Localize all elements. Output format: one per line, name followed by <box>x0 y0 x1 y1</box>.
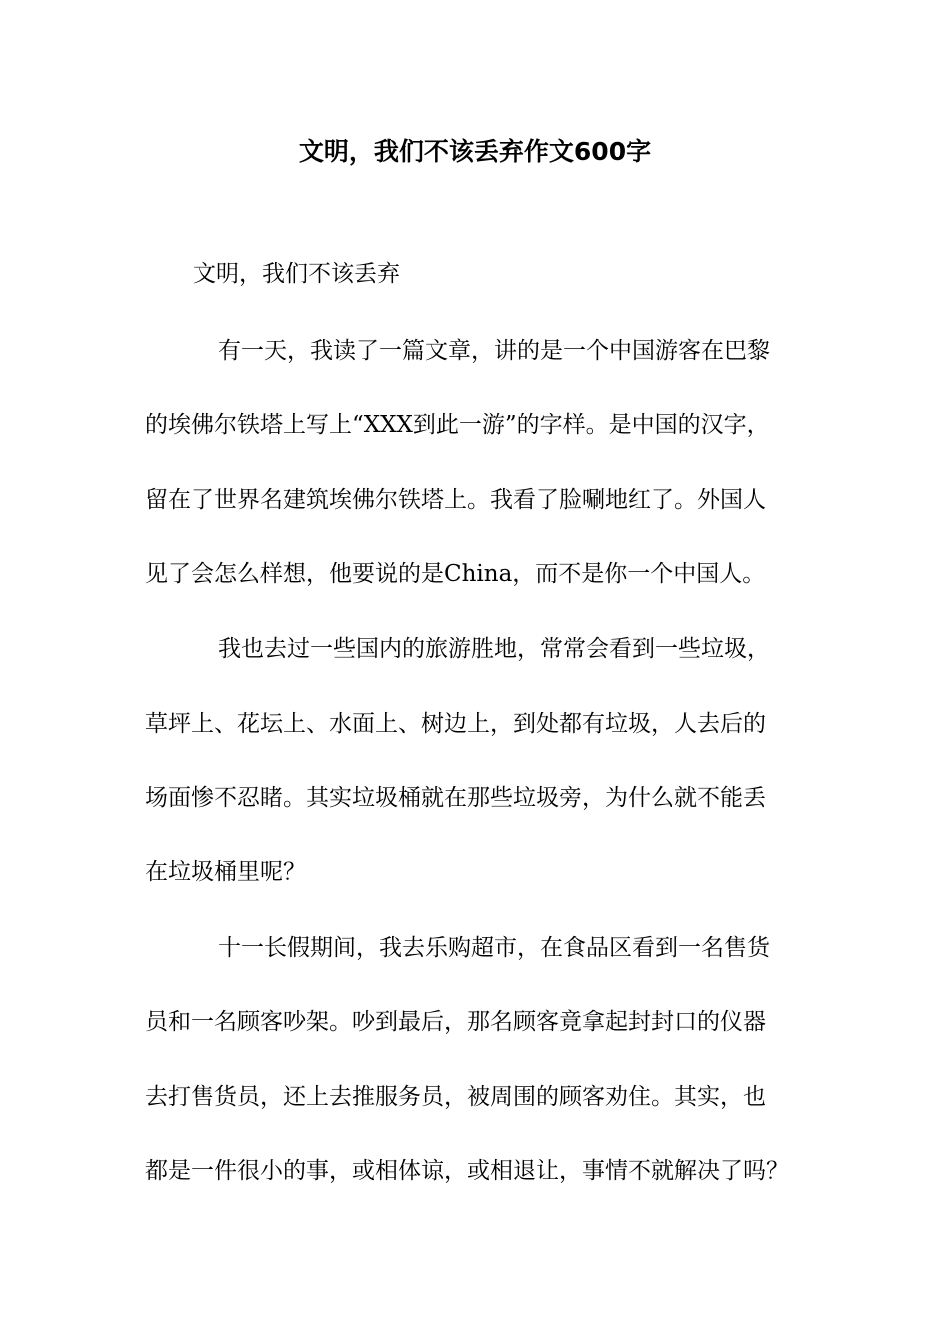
document-title: 文明，我们不该丢弃作文600字 <box>298 137 652 166</box>
paragraph-2-line-1: 我也去过一些国内的旅游胜地，常常会看到一些垃圾， <box>218 636 770 662</box>
paragraph-3-line-1: 十一长假期间，我去乐购超市，在食品区看到一名售货 <box>218 935 770 961</box>
paragraph-3-line-3: 去打售货员，还上去推服务员，被周围的顾客劝住。其实，也 <box>145 1084 766 1110</box>
paragraph-3-line-4: 都是一件很小的事，或相体谅，或相退让，事情不就解决了吗？ <box>145 1158 789 1184</box>
paragraph-1-line-3: 留在了世界名建筑埃佛尔铁塔上。我看了脸唰地红了。外国人 <box>145 487 766 513</box>
essay-subtitle: 文明，我们不该丢弃 <box>193 261 400 287</box>
paragraph-1-line-2: 的埃佛尔铁塔上写上“XXX到此一游”的字样。是中国的汉字， <box>145 412 770 438</box>
paragraph-2-line-4: 在垃圾桶里呢？ <box>145 859 306 885</box>
paragraph-2-line-3: 场面惨不忍睹。其实垃圾桶就在那些垃圾旁，为什么就不能丢 <box>145 785 766 811</box>
paragraph-1-line-4: 见了会怎么样想，他要说的是China，而不是你一个中国人。 <box>145 561 766 587</box>
paragraph-2-line-2: 草坪上、花坛上、水面上、树边上，到处都有垃圾，人去后的 <box>145 711 766 737</box>
paragraph-1-line-1: 有一天，我读了一篇文章，讲的是一个中国游客在巴黎 <box>218 338 770 364</box>
paragraph-3-line-2: 员和一名顾客吵架。吵到最后，那名顾客竟拿起封封口的仪器 <box>145 1009 766 1035</box>
